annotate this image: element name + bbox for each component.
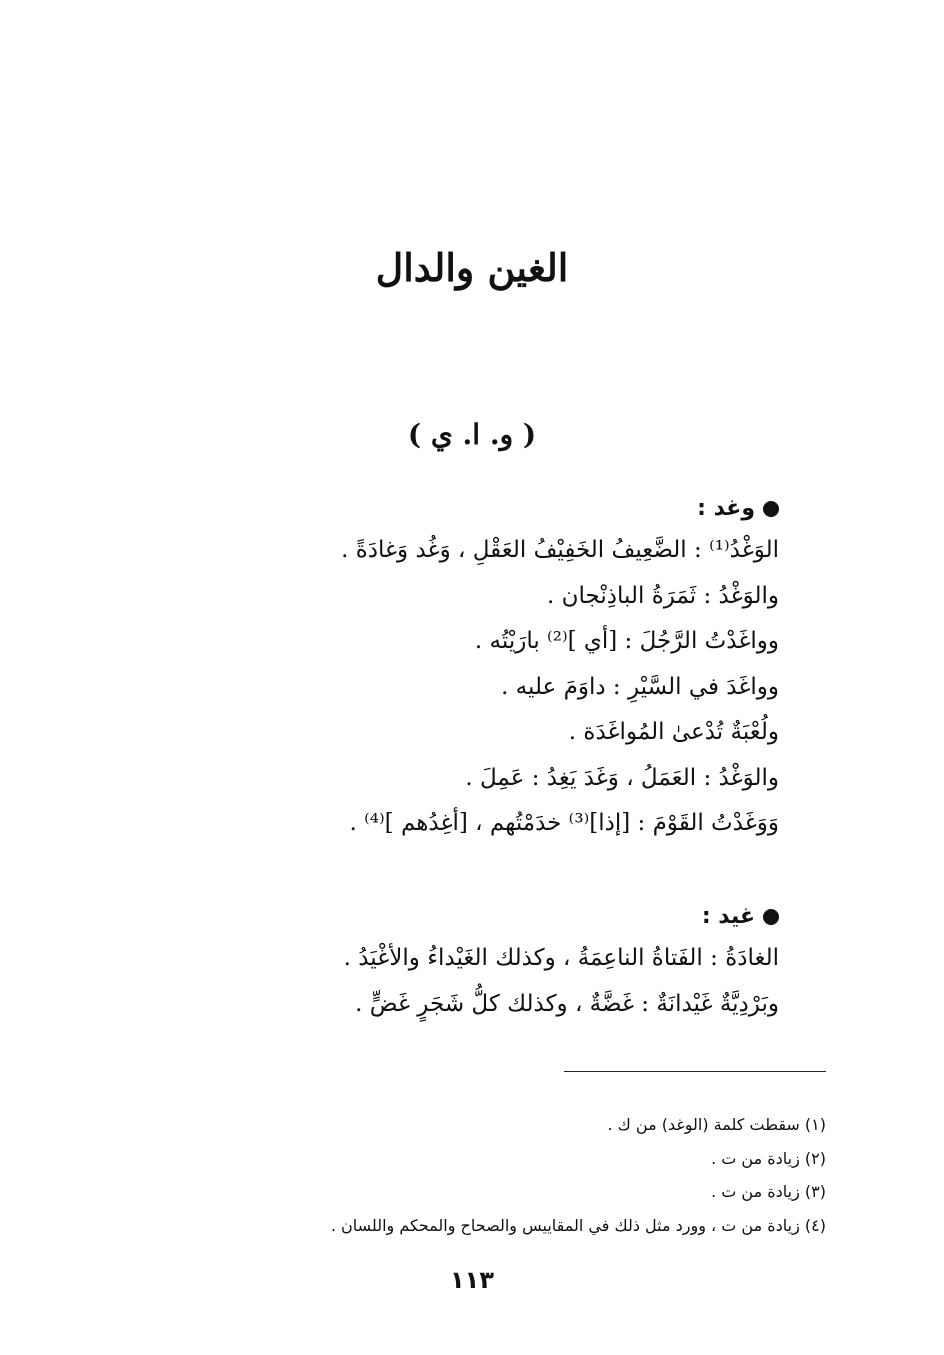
footnote: (١) سقطت كلمة (الوغد) من ك . [607, 1115, 826, 1134]
root-heading: ( و. ا. ي ) [407, 418, 537, 451]
definition-line: الوَغْدُ⁽¹⁾ : الضَّعِيفُ الخَفِيْفُ العَقْلِ ، وَغُد وَغادَةً . [341, 537, 779, 563]
entry-wghd [129, 490, 779, 847]
definition-line: الغادَةُ : الفَتاةُ الناعِمَةُ ، وكذلك الغَيْداءُ والأغْيَدُ . [343, 945, 779, 971]
page-number: ١١٣ [450, 1266, 494, 1294]
definition-line: وواغَدَ في السَّيْرِ : داوَمَ عليه . [501, 673, 779, 700]
footnote: (٤) زيادة من ت ، وورد مثل ذلك في المقاييس والصحاح والمحكم واللسان . [330, 1215, 826, 1235]
chapter-title: الغين والدال [375, 245, 569, 290]
entry-head [129, 898, 779, 936]
definition-line: وواغَدْتُ الرَّجُلَ : [أي ]⁽²⁾ بارَيْتُه . [474, 628, 779, 654]
footnote: (٣) زيادة من ت . [711, 1182, 826, 1201]
entry-ghyd [129, 898, 779, 1027]
definition-line: وَوَغَدْتُ القَوْمَ : [إذا]⁽³⁾ خدَمْتُهم ، [أغِدُهم ]⁽⁴⁾ . [349, 810, 779, 836]
bullet-icon [763, 501, 779, 517]
bullet-icon [763, 909, 779, 925]
definition-line: والوَغْدُ : ثَمَرَةُ الباذِنْجان . [547, 582, 779, 609]
entry-head-label: غيد : [701, 904, 755, 929]
footnotes [106, 1108, 826, 1242]
definition-line: وبَرْدِيَّةٌ غَيْدانَةٌ : غَضَّةٌ ، وكذلك كلُّ شَجَرٍ غَضٍّ . [355, 990, 779, 1017]
entry-head-label: وغد : [697, 496, 755, 521]
footnote-divider [564, 1071, 826, 1072]
entry-head [129, 490, 779, 528]
definition-line: ولُعْبَةٌ تُدْعىٰ المُواغَدَة . [568, 719, 779, 745]
footnote: (٢) زيادة من ت . [711, 1148, 826, 1168]
definition-line: والوَغْدُ : العَمَلُ ، وَغَدَ يَغِدُ : عَمِلَ . [465, 764, 779, 791]
